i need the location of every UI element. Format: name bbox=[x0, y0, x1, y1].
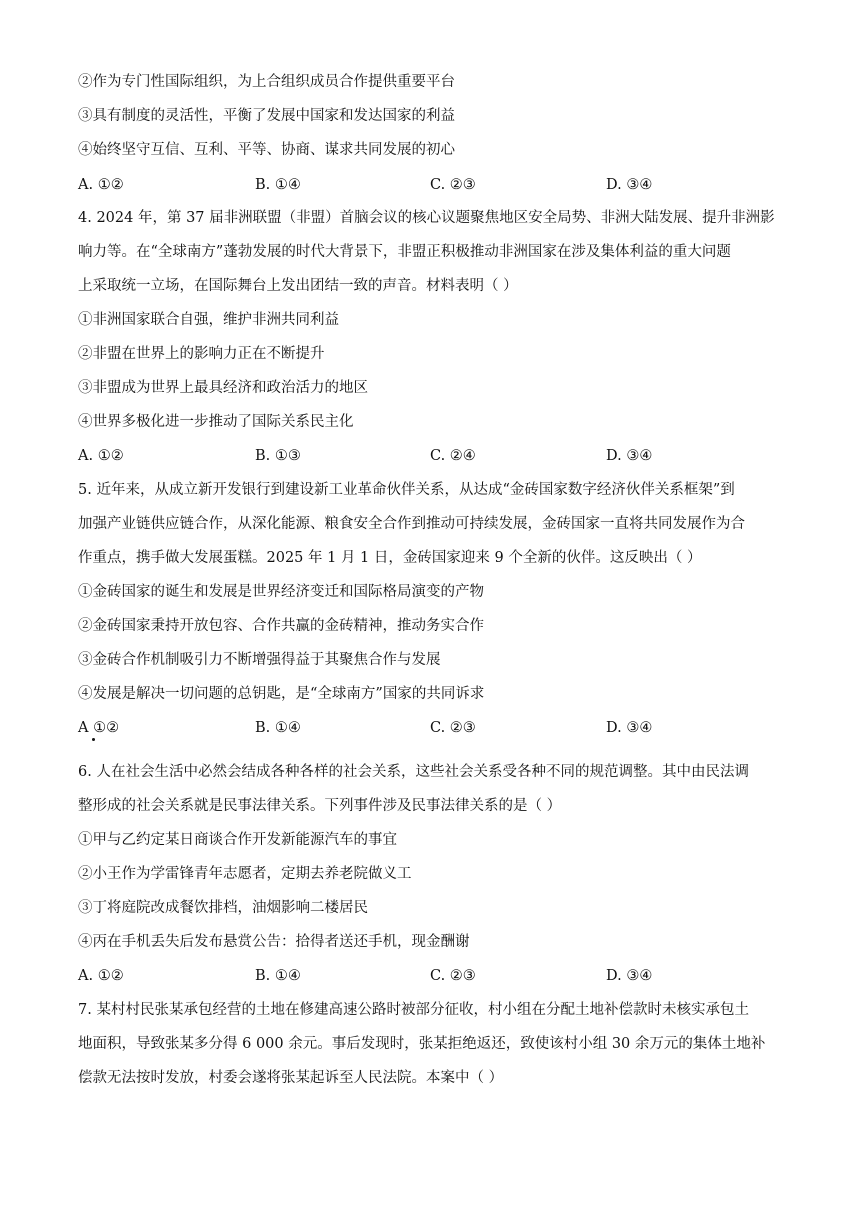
q4-stem-line-3: 上采取统一立场，在国际舞台上发出团结一致的声音。材料表明（ ） bbox=[78, 278, 518, 294]
q5-statement-4: ④发展是解决一切问题的总钥匙，是“全球南方”国家的共同诉求 bbox=[78, 686, 485, 702]
q3-statement-2: ②作为专门性国际组织，为上合组织成员合作提供重要平台 bbox=[78, 74, 455, 90]
q6-option-b[interactable]: B. ①④ bbox=[255, 968, 301, 984]
q4-statement-4: ④世界多极化进一步推动了国际关系民主化 bbox=[78, 414, 354, 430]
q4-option-c[interactable]: C. ②④ bbox=[430, 448, 476, 464]
q5-statement-3: ③金砖合作机制吸引力不断增强得益于其聚焦合作与发展 bbox=[78, 652, 441, 668]
q6-option-d[interactable]: D. ③④ bbox=[606, 968, 653, 984]
q5-option-c[interactable]: C. ②③ bbox=[430, 720, 476, 736]
q7-stem-line-1: 7. 某村村民张某承包经营的土地在修建高速公路时被部分征收，村小组在分配土地补偿款时未核实承包土 bbox=[78, 1002, 749, 1018]
q4-stem-line-1: 4. 2024 年，第 37 届非洲联盟（非盟）首脑会议的核心议题聚焦地区安全局势、非洲大陆发展、提升非洲影 bbox=[78, 210, 775, 226]
q5-option-b[interactable]: B. ①④ bbox=[255, 720, 301, 736]
stray-dot-mark bbox=[92, 738, 95, 741]
q6-statement-4: ④丙在手机丢失后发布悬赏公告：拾得者送还手机，现金酬谢 bbox=[78, 934, 470, 950]
q6-options bbox=[78, 966, 778, 986]
q4-option-b[interactable]: B. ①③ bbox=[255, 448, 301, 464]
q5-stem-line-2: 加强产业链供应链合作，从深化能源、粮食安全合作到推动可持续发展，金砖国家一直将共同发展作为合 bbox=[78, 516, 745, 532]
q3-options bbox=[78, 175, 778, 195]
q6-statement-1: ①甲与乙约定某日商谈合作开发新能源汽车的事宜 bbox=[78, 832, 397, 848]
q4-statement-2: ②非盟在世界上的影响力正在不断提升 bbox=[78, 346, 325, 362]
q7-stem-line-3: 偿款无法按时发放，村委会遂将张某起诉至人民法院。本案中（ ） bbox=[78, 1070, 504, 1086]
q4-option-d[interactable]: D. ③④ bbox=[606, 448, 653, 464]
q5-stem-line-1: 5. 近年来，从成立新开发银行到建设新工业革命伙伴关系，从达成“金砖国家数字经济伙伴关系框架”到 bbox=[78, 482, 735, 498]
q4-stem-line-2: 响力等。在“全球南方”蓬勃发展的时代大背景下，非盟正积极推动非洲国家在涉及集体利益的重大问题 bbox=[78, 244, 731, 260]
q5-statement-2: ②金砖国家秉持开放包容、合作共赢的金砖精神，推动务实合作 bbox=[78, 618, 484, 634]
q6-option-c[interactable]: C. ②③ bbox=[430, 968, 476, 984]
q3-statement-4: ④始终坚守互信、互利、平等、协商、谋求共同发展的初心 bbox=[78, 142, 455, 158]
q5-stem-line-3: 作重点，携手做大发展蛋糕。2025 年 1 月 1 日，金砖国家迎来 9 个全新的伙伴。这反映出（ ） bbox=[78, 550, 702, 566]
q6-statement-3: ③丁将庭院改成餐饮排档，油烟影响二楼居民 bbox=[78, 900, 368, 916]
q4-options bbox=[78, 446, 778, 466]
q5-option-a[interactable]: A ①② bbox=[78, 720, 120, 736]
q3-option-d[interactable]: D. ③④ bbox=[606, 177, 653, 193]
q5-option-d[interactable]: D. ③④ bbox=[606, 720, 653, 736]
q6-option-a[interactable]: A. ①② bbox=[78, 968, 124, 984]
q4-statement-1: ①非洲国家联合自强，维护非洲共同利益 bbox=[78, 312, 339, 328]
q4-statement-3: ③非盟成为世界上最具经济和政治活力的地区 bbox=[78, 380, 368, 396]
q4-option-a[interactable]: A. ①② bbox=[78, 448, 124, 464]
q5-options bbox=[78, 718, 778, 738]
q3-option-b[interactable]: B. ①④ bbox=[255, 177, 301, 193]
q3-statement-3: ③具有制度的灵活性，平衡了发展中国家和发达国家的利益 bbox=[78, 108, 455, 124]
q6-statement-2: ②小王作为学雷锋青年志愿者，定期去养老院做义工 bbox=[78, 866, 412, 882]
q3-option-a[interactable]: A. ①② bbox=[78, 177, 124, 193]
q7-stem-line-2: 地面积，导致张某多分得 6 000 余元。事后发现时，张某拒绝返还，致使该村小组 30 余万元的集体土地补 bbox=[78, 1036, 766, 1052]
q6-stem-line-2: 整形成的社会关系就是民事法律关系。下列事件涉及民事法律关系的是（ ） bbox=[78, 798, 562, 814]
q3-option-c[interactable]: C. ②③ bbox=[430, 177, 476, 193]
q5-statement-1: ①金砖国家的诞生和发展是世界经济变迁和国际格局演变的产物 bbox=[78, 584, 484, 600]
q6-stem-line-1: 6. 人在社会生活中必然会结成各种各样的社会关系，这些社会关系受各种不同的规范调整。其中由民法调 bbox=[78, 764, 749, 780]
